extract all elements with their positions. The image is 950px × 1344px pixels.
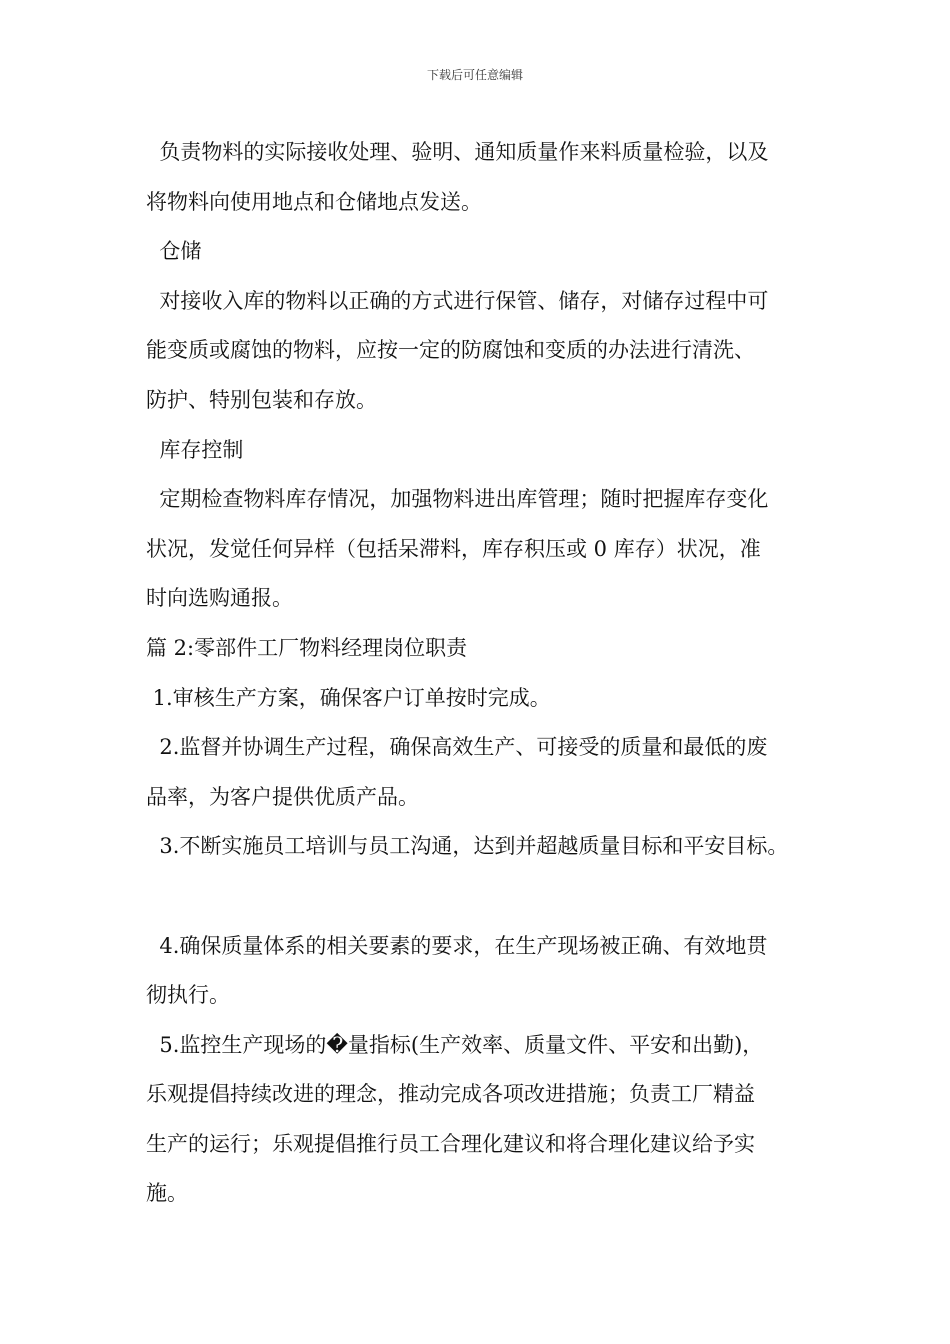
list-item: 2.监督并协调生产过程，确保高效生产、可接受的质量和最低的废 [146, 735, 768, 760]
list-item: 3.不断实施员工培训与员工沟通，达到并超越质量目标和平安目标。 [146, 834, 789, 859]
body-line: 状况，发觉任何异样（包括呆滞料，库存积压或 0 库存）状况，准 [146, 536, 761, 561]
body-line: 能变质或腐蚀的物料，应按一定的防腐蚀和变质的办法进行清洗、 [146, 338, 755, 363]
body-line: 施。 [146, 1181, 188, 1206]
article-title: 篇 2:零部件工厂物料经理岗位职责 [146, 635, 468, 660]
blank-line [146, 872, 826, 922]
body-line: 对接收入库的物料以正确的方式进行保管、储存，对储存过程中可 [146, 288, 769, 313]
list-item: 5.监控生产现场的�量指标(生产效率、质量文件、平安和出勤)， [146, 1032, 764, 1057]
list-item: 1.审核生产方案，确保客户订单按时完成。 [146, 685, 551, 710]
page-header: 下载后可任意编辑 [426, 68, 523, 82]
body-line: 防护、特别包装和存放。 [146, 387, 377, 412]
body-line: 品率，为客户提供优质产品。 [146, 784, 419, 809]
body-line: 负责物料的实际接收处理、验明、通知质量作来料质量检验，以及 [146, 140, 769, 164]
body-line: 时向选购通报。 [146, 586, 293, 611]
body-line: 彻执行。 [146, 983, 230, 1008]
list-item: 4.确保质量体系的相关要素的要求，在生产现场被正确、有效地贯 [146, 933, 768, 958]
body-line: 定期检查物料库存情况，加强物料进出库管理；随时把握库存变化 [146, 487, 769, 512]
section-heading-inventory-control: 库存控制 [146, 437, 244, 462]
body-line: 将物料向使用地点和仓储地点发送。 [146, 189, 482, 214]
section-heading-warehousing: 仓储 [146, 239, 202, 264]
body-line: 乐观提倡持续改进的理念，推动完成各项改进措施；负责工厂精益 [146, 1082, 755, 1107]
document-body [146, 128, 826, 1219]
body-line: 生产的运行；乐观提倡推行员工合理化建议和将合理化建议给予实 [146, 1131, 755, 1156]
